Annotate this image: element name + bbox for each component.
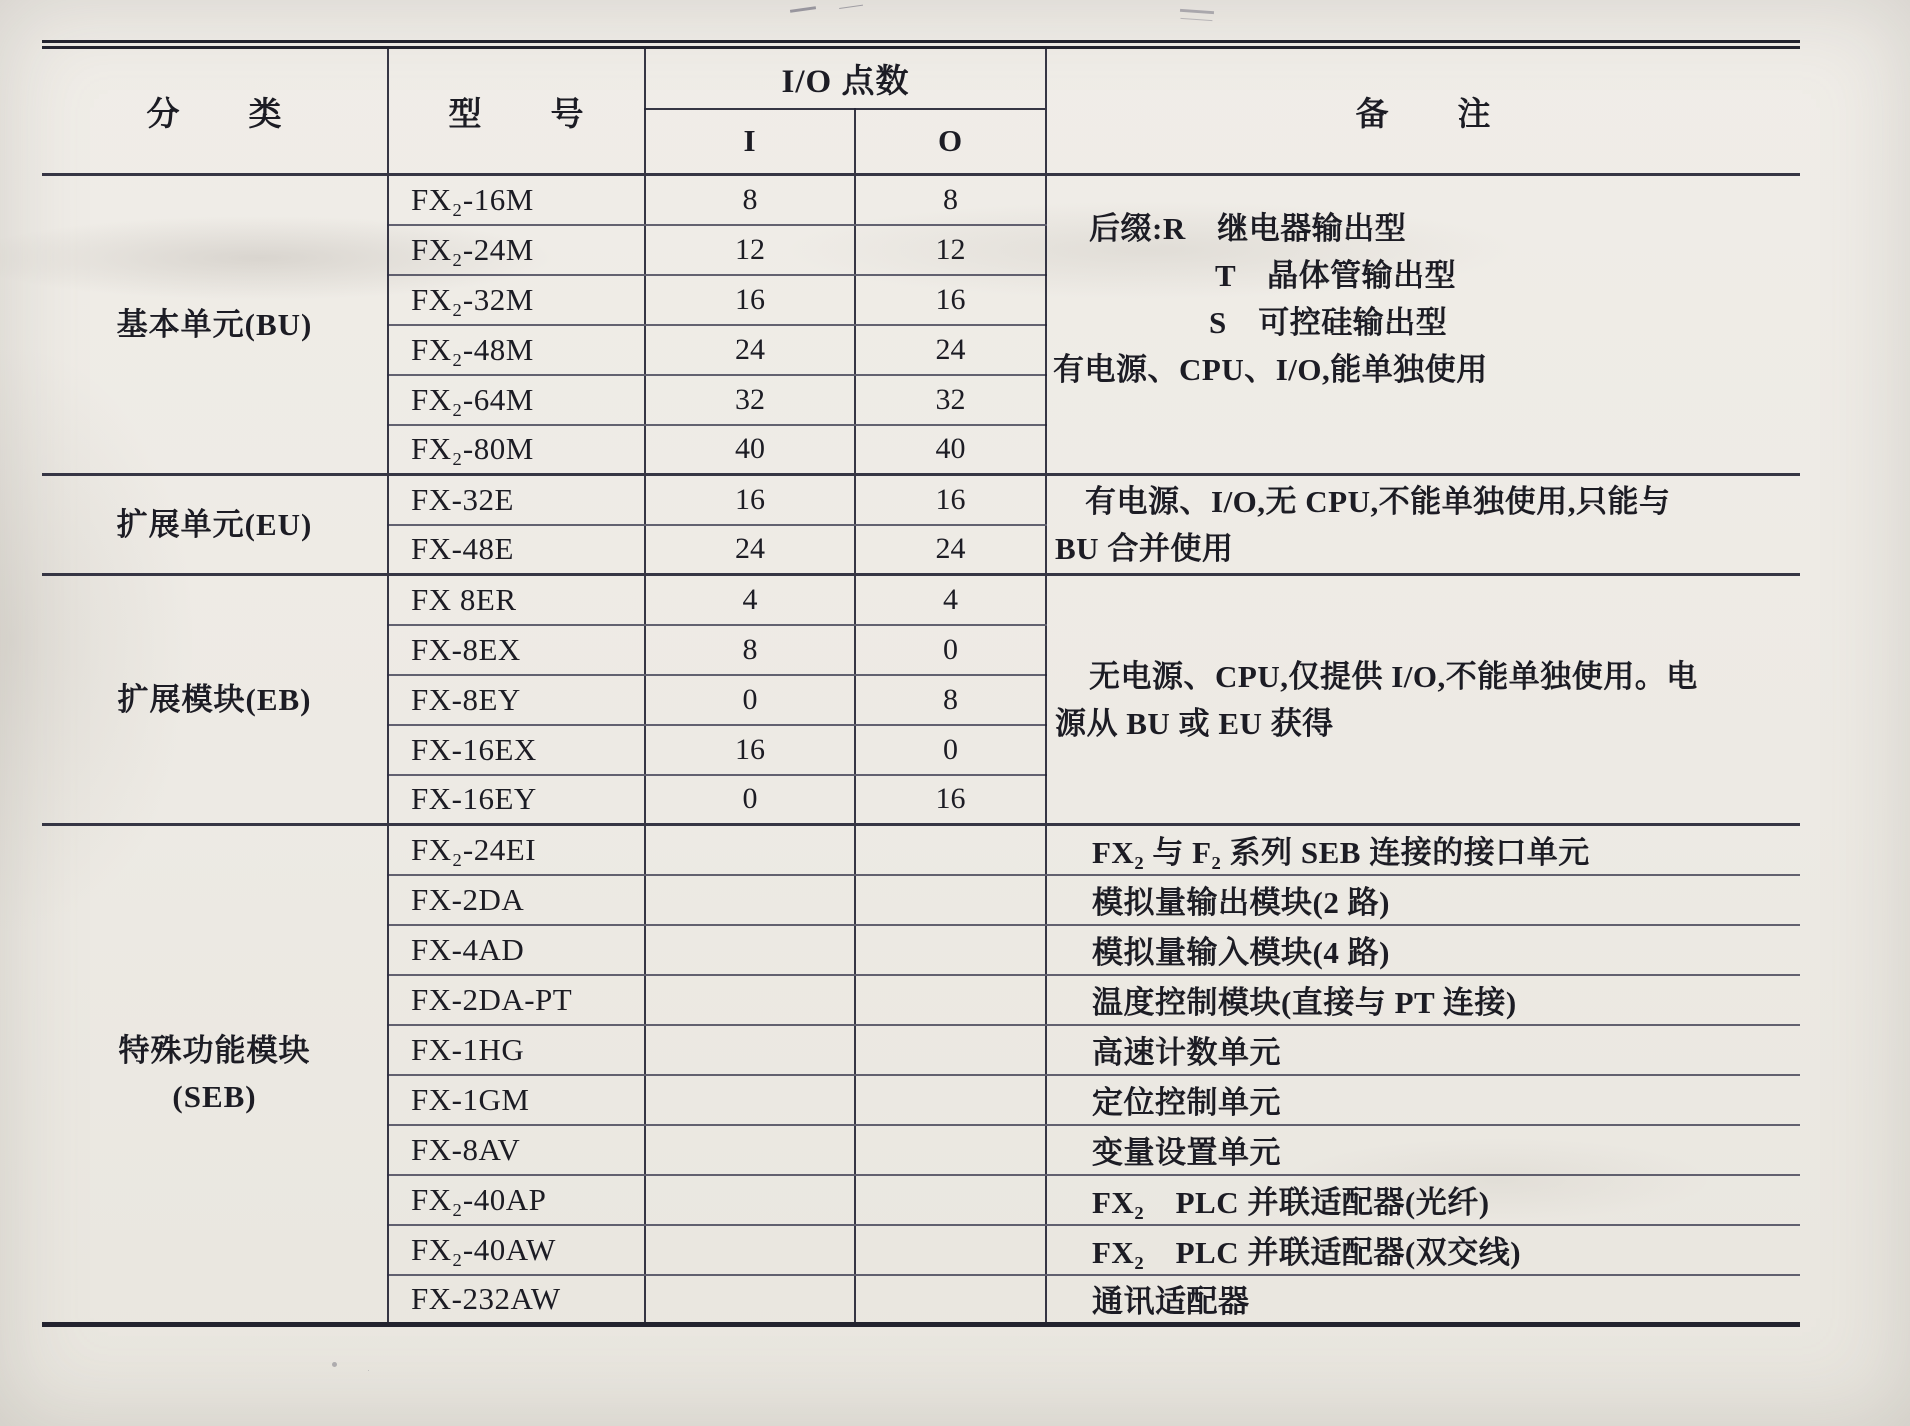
io-o-cell: 8 <box>855 675 1046 725</box>
remark-line: T 晶体管输出型 <box>1215 257 1457 293</box>
category-line: 特殊功能模块 <box>118 1033 311 1068</box>
io-i-cell <box>645 1175 855 1225</box>
io-o-cell <box>855 1075 1046 1125</box>
remark-cell: 模拟量输出模块(2 路) <box>1046 875 1800 925</box>
model-cell: FX-8EX <box>388 625 645 675</box>
remark-line: 有电源、CPU、I/O,能单独使用 <box>1053 351 1488 387</box>
table-body <box>42 175 1800 1325</box>
model-cell: FX-8EY <box>388 675 645 725</box>
table-row <box>42 475 1800 525</box>
header-io-i: I <box>645 109 855 175</box>
remark-cell: 温度控制模块(直接与 PT 连接) <box>1046 975 1800 1025</box>
io-o-cell <box>855 1125 1046 1175</box>
remark-line: 后缀:R 继电器输出型 <box>1089 210 1407 246</box>
io-i-cell <box>645 975 855 1025</box>
model-cell: FX 8ER <box>388 575 645 625</box>
model-cell: FX₂-40AP <box>388 1175 645 1225</box>
model-cell: FX₂-80M <box>388 425 645 475</box>
plc-spec-table <box>42 40 1800 1327</box>
io-i-cell: 16 <box>645 725 855 775</box>
category-line: 扩展单元(EU) <box>116 506 313 542</box>
remark-cell: 变量设置单元 <box>1046 1125 1800 1175</box>
remark-cell: 模拟量输入模块(4 路) <box>1046 925 1800 975</box>
io-o-cell <box>855 825 1046 875</box>
header-io-points: I/O 点数 <box>645 45 1046 109</box>
io-i-cell: 8 <box>645 625 855 675</box>
model-cell: FX₂-24M <box>388 225 645 275</box>
model-cell: FX₂-48M <box>388 325 645 375</box>
category-cell <box>42 825 388 1325</box>
remark-line: S 可控硅输出型 <box>1209 304 1448 340</box>
io-i-cell: 24 <box>645 325 855 375</box>
io-o-cell: 24 <box>855 525 1046 575</box>
io-o-cell: 16 <box>855 775 1046 825</box>
category-cell <box>42 175 388 475</box>
model-cell: FX-232AW <box>388 1275 645 1325</box>
io-i-cell <box>645 1025 855 1075</box>
io-i-cell: 32 <box>645 375 855 425</box>
remark-line: 无电源、CPU,仅提供 I/O,不能单独使用。电 <box>1089 658 1698 694</box>
model-cell: FX-1HG <box>388 1025 645 1075</box>
model-cell: FX₂-32M <box>388 275 645 325</box>
io-o-cell: 16 <box>855 475 1046 525</box>
header-remark: 备 注 <box>1046 45 1800 175</box>
io-i-cell <box>645 1275 855 1325</box>
io-o-cell: 0 <box>855 625 1046 675</box>
io-o-cell: 32 <box>855 375 1046 425</box>
category-line: 基本单元(BU) <box>116 306 313 342</box>
remark-cell <box>1046 175 1800 475</box>
scan-artifact <box>1180 9 1214 14</box>
io-i-cell <box>645 1075 855 1125</box>
io-o-cell <box>855 975 1046 1025</box>
io-i-cell: 8 <box>645 175 855 225</box>
model-cell: FX₂-40AW <box>388 1225 645 1275</box>
model-cell: FX-16EX <box>388 725 645 775</box>
model-cell: FX-4AD <box>388 925 645 975</box>
model-cell: FX-48E <box>388 525 645 575</box>
remark-cell: FX₂ PLC 并联适配器(双交线) <box>1046 1225 1800 1275</box>
io-o-cell <box>855 925 1046 975</box>
remark-cell: 通讯适配器 <box>1046 1275 1800 1325</box>
model-cell: FX-1GM <box>388 1075 645 1125</box>
remark-cell: FX₂ 与 F₂ 系列 SEB 连接的接口单元 <box>1046 825 1800 875</box>
remark-line: 有电源、I/O,无 CPU,不能单独使用,只能与 <box>1085 483 1671 519</box>
io-i-cell: 24 <box>645 525 855 575</box>
model-cell: FX₂-24EI <box>388 825 645 875</box>
header-category: 分 类 <box>42 45 388 175</box>
remark-line: BU 合并使用 <box>1055 530 1234 566</box>
model-cell: FX₂-16M <box>388 175 645 225</box>
io-i-cell: 12 <box>645 225 855 275</box>
io-i-cell <box>645 1125 855 1175</box>
table-header <box>42 45 1800 175</box>
io-o-cell <box>855 1225 1046 1275</box>
io-o-cell: 40 <box>855 425 1046 475</box>
io-i-cell <box>645 875 855 925</box>
io-i-cell: 4 <box>645 575 855 625</box>
model-cell: FX₂-64M <box>388 375 645 425</box>
io-o-cell <box>855 1025 1046 1075</box>
remark-cell: 高速计数单元 <box>1046 1025 1800 1075</box>
io-o-cell: 24 <box>855 325 1046 375</box>
remark-line: 源从 BU 或 EU 获得 <box>1055 705 1334 741</box>
io-o-cell <box>855 1275 1046 1325</box>
model-cell: FX-32E <box>388 475 645 525</box>
table-row <box>42 175 1800 225</box>
remark-cell <box>1046 575 1800 825</box>
io-o-cell: 0 <box>855 725 1046 775</box>
io-o-cell <box>855 875 1046 925</box>
io-o-cell: 12 <box>855 225 1046 275</box>
model-cell: FX-8AV <box>388 1125 645 1175</box>
io-o-cell <box>855 1175 1046 1225</box>
remark-cell <box>1046 475 1800 575</box>
header-model: 型 号 <box>388 45 645 175</box>
model-cell: FX-2DA-PT <box>388 975 645 1025</box>
scan-artifact <box>790 6 816 13</box>
io-o-cell: 8 <box>855 175 1046 225</box>
model-cell: FX-2DA <box>388 875 645 925</box>
table-row <box>42 825 1800 875</box>
category-cell <box>42 575 388 825</box>
category-line: (SEB) <box>172 1079 257 1114</box>
remark-cell: FX₂ PLC 并联适配器(光纤) <box>1046 1175 1800 1225</box>
io-i-cell <box>645 925 855 975</box>
model-cell: FX-16EY <box>388 775 645 825</box>
io-i-cell: 16 <box>645 275 855 325</box>
io-i-cell <box>645 1225 855 1275</box>
table-row <box>42 575 1800 625</box>
header-io-o: O <box>855 109 1046 175</box>
io-i-cell: 16 <box>645 475 855 525</box>
io-i-cell <box>645 825 855 875</box>
io-o-cell: 16 <box>855 275 1046 325</box>
category-cell <box>42 475 388 575</box>
scan-artifact <box>332 1362 337 1367</box>
io-i-cell: 0 <box>645 775 855 825</box>
category-line: 扩展模块(EB) <box>117 681 312 717</box>
io-i-cell: 40 <box>645 425 855 475</box>
remark-cell: 定位控制单元 <box>1046 1075 1800 1125</box>
io-i-cell: 0 <box>645 675 855 725</box>
io-o-cell: 4 <box>855 575 1046 625</box>
